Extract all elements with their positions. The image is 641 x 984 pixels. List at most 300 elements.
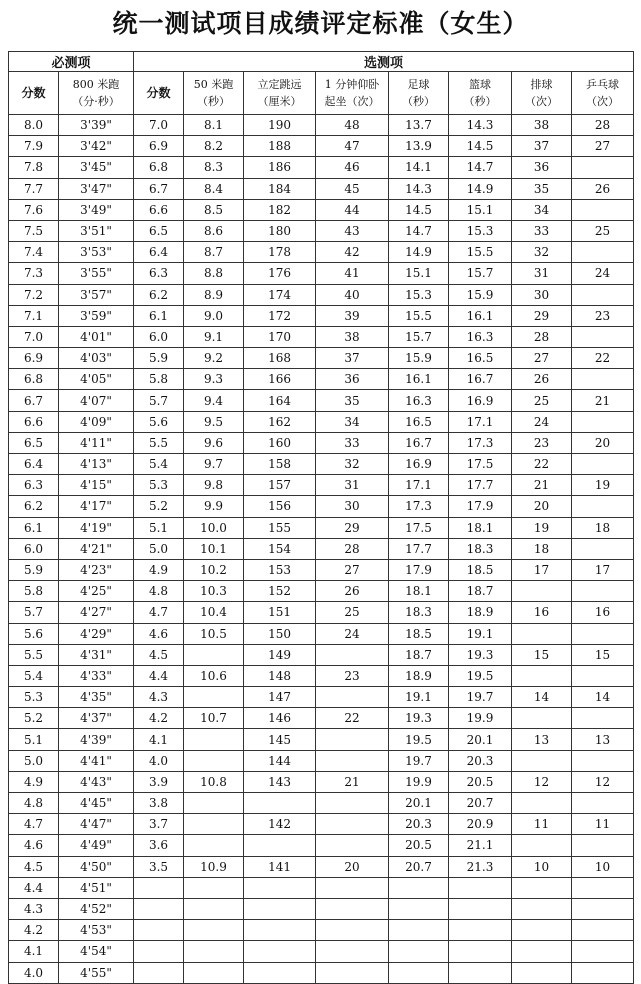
score-cell: 4.6 [9, 835, 59, 856]
score2-cell: 5.2 [134, 496, 184, 517]
pingpong-cell: 15 [572, 644, 634, 665]
score-cell: 5.0 [9, 750, 59, 771]
basketball-cell: 15.1 [449, 199, 512, 220]
run50-cell [184, 877, 244, 898]
run800-cell: 4'31" [59, 644, 134, 665]
run800-cell: 4'47" [59, 814, 134, 835]
score-cell: 6.4 [9, 454, 59, 475]
volleyball-cell [512, 665, 572, 686]
basketball-cell: 20.5 [449, 771, 512, 792]
run50-cell [184, 729, 244, 750]
table-row [9, 220, 634, 241]
football-cell: 19.7 [389, 750, 449, 771]
jump-cell: 170 [244, 326, 316, 347]
run800-cell: 3'49" [59, 199, 134, 220]
situp-cell: 43 [316, 220, 389, 241]
score2-cell: 5.9 [134, 348, 184, 369]
football-cell: 17.9 [389, 559, 449, 580]
football-cell: 18.9 [389, 665, 449, 686]
score2-cell [134, 877, 184, 898]
football-cell: 17.3 [389, 496, 449, 517]
volleyball-cell: 26 [512, 369, 572, 390]
pingpong-cell: 20 [572, 432, 634, 453]
jump-cell: 184 [244, 178, 316, 199]
table-row [9, 326, 634, 347]
football-cell: 19.9 [389, 771, 449, 792]
volleyball-cell: 36 [512, 157, 572, 178]
score2-cell [134, 941, 184, 962]
pingpong-cell: 14 [572, 687, 634, 708]
situp-cell: 29 [316, 517, 389, 538]
situp-cell: 33 [316, 432, 389, 453]
basketball-cell: 19.3 [449, 644, 512, 665]
football-cell: 14.7 [389, 220, 449, 241]
run800-cell: 3'39" [59, 115, 134, 136]
score-cell: 8.0 [9, 115, 59, 136]
basketball-cell: 18.9 [449, 602, 512, 623]
run50-cell [184, 835, 244, 856]
basketball-cell: 21.3 [449, 856, 512, 877]
jump-cell: 190 [244, 115, 316, 136]
score2-cell: 4.5 [134, 644, 184, 665]
score-cell: 6.0 [9, 538, 59, 559]
score-cell: 7.4 [9, 242, 59, 263]
pingpong-header: 乒乓球 （次） [572, 72, 634, 115]
run50-cell: 8.3 [184, 157, 244, 178]
pingpong-cell: 13 [572, 729, 634, 750]
volleyball-cell: 27 [512, 348, 572, 369]
table-row [9, 729, 634, 750]
table-row [9, 665, 634, 686]
score-cell: 7.7 [9, 178, 59, 199]
required-section-label: 必测项 [9, 52, 134, 72]
score-cell: 5.2 [9, 708, 59, 729]
situp-cell: 46 [316, 157, 389, 178]
score-cell: 5.4 [9, 665, 59, 686]
volleyball-cell: 30 [512, 284, 572, 305]
basketball-cell: 16.3 [449, 326, 512, 347]
football-cell: 13.7 [389, 115, 449, 136]
table-row [9, 856, 634, 877]
pingpong-cell: 23 [572, 305, 634, 326]
football-cell: 18.3 [389, 602, 449, 623]
football-cell: 18.7 [389, 644, 449, 665]
run50-cell: 10.3 [184, 581, 244, 602]
football-cell: 17.7 [389, 538, 449, 559]
jump-cell: 157 [244, 475, 316, 496]
run50-cell: 9.8 [184, 475, 244, 496]
score2-cell: 5.8 [134, 369, 184, 390]
table-body [9, 115, 634, 984]
table-row [9, 242, 634, 263]
run800-cell: 4'17" [59, 496, 134, 517]
football-cell: 17.1 [389, 475, 449, 496]
football-cell: 14.9 [389, 242, 449, 263]
score2-cell: 5.6 [134, 411, 184, 432]
jump-cell: 141 [244, 856, 316, 877]
table-row [9, 581, 634, 602]
standards-table [8, 51, 634, 984]
pingpong-cell [572, 242, 634, 263]
basketball-cell: 18.1 [449, 517, 512, 538]
football-cell: 14.3 [389, 178, 449, 199]
basketball-cell: 16.5 [449, 348, 512, 369]
run50-cell [184, 962, 244, 983]
basketball-cell [449, 941, 512, 962]
run800-cell: 4'53" [59, 920, 134, 941]
volleyball-cell: 25 [512, 390, 572, 411]
table-row [9, 157, 634, 178]
jump-cell: 158 [244, 454, 316, 475]
table-row [9, 538, 634, 559]
run800-cell: 4'05" [59, 369, 134, 390]
run800-cell: 4'07" [59, 390, 134, 411]
football-cell: 18.5 [389, 623, 449, 644]
basketball-cell: 20.9 [449, 814, 512, 835]
run50-cell [184, 941, 244, 962]
score-cell: 5.3 [9, 687, 59, 708]
volleyball-cell: 20 [512, 496, 572, 517]
basketball-cell: 21.1 [449, 835, 512, 856]
score-cell: 5.8 [9, 581, 59, 602]
pingpong-cell [572, 941, 634, 962]
situp-cell: 28 [316, 538, 389, 559]
run50-cell: 9.4 [184, 390, 244, 411]
run800-cell: 4'55" [59, 962, 134, 983]
score2-cell: 6.1 [134, 305, 184, 326]
run50-cell: 10.6 [184, 665, 244, 686]
run800-cell: 3'47" [59, 178, 134, 199]
football-cell [389, 920, 449, 941]
jump-cell: 152 [244, 581, 316, 602]
run800-cell: 4'52" [59, 898, 134, 919]
volleyball-cell: 22 [512, 454, 572, 475]
football-cell: 20.3 [389, 814, 449, 835]
column-header-row [9, 72, 634, 115]
pingpong-cell [572, 496, 634, 517]
run800-cell: 4'35" [59, 687, 134, 708]
volleyball-header: 排球 （次） [512, 72, 572, 115]
situp-cell: 27 [316, 559, 389, 580]
table-row [9, 750, 634, 771]
basketball-cell: 19.7 [449, 687, 512, 708]
score2-cell: 6.9 [134, 136, 184, 157]
volleyball-cell: 32 [512, 242, 572, 263]
score2-cell [134, 962, 184, 983]
run800-cell: 4'45" [59, 793, 134, 814]
score2-cell: 5.3 [134, 475, 184, 496]
pingpong-cell [572, 454, 634, 475]
pingpong-cell [572, 708, 634, 729]
volleyball-cell [512, 835, 572, 856]
football-header: 足球 （秒） [389, 72, 449, 115]
volleyball-cell: 34 [512, 199, 572, 220]
situp-cell [316, 920, 389, 941]
run800-cell: 3'59" [59, 305, 134, 326]
volleyball-cell: 18 [512, 538, 572, 559]
jump-cell: 176 [244, 263, 316, 284]
run50-cell: 10.8 [184, 771, 244, 792]
pingpong-cell [572, 284, 634, 305]
situp-cell [316, 729, 389, 750]
table-row [9, 793, 634, 814]
volleyball-cell: 12 [512, 771, 572, 792]
situp-cell: 35 [316, 390, 389, 411]
situp-cell [316, 644, 389, 665]
jump-cell: 166 [244, 369, 316, 390]
basketball-cell: 17.5 [449, 454, 512, 475]
run800-cell: 4'50" [59, 856, 134, 877]
run50-cell: 10.4 [184, 602, 244, 623]
score2-cell: 5.1 [134, 517, 184, 538]
volleyball-cell: 35 [512, 178, 572, 199]
pingpong-cell [572, 157, 634, 178]
score2-cell: 4.7 [134, 602, 184, 623]
score2-cell [134, 920, 184, 941]
pingpong-cell: 11 [572, 814, 634, 835]
football-cell: 19.5 [389, 729, 449, 750]
score-cell: 4.8 [9, 793, 59, 814]
run50-cell [184, 898, 244, 919]
score2-cell: 4.6 [134, 623, 184, 644]
situp-cell: 38 [316, 326, 389, 347]
volleyball-cell [512, 581, 572, 602]
score2-cell: 5.4 [134, 454, 184, 475]
score2-cell: 5.5 [134, 432, 184, 453]
run800-cell: 4'39" [59, 729, 134, 750]
basketball-cell: 14.9 [449, 178, 512, 199]
table-row [9, 962, 634, 983]
jump-cell: 156 [244, 496, 316, 517]
volleyball-cell: 28 [512, 326, 572, 347]
volleyball-cell [512, 941, 572, 962]
table-row [9, 920, 634, 941]
situp-cell: 36 [316, 369, 389, 390]
volleyball-cell [512, 623, 572, 644]
situp-cell: 32 [316, 454, 389, 475]
run50-cell: 10.7 [184, 708, 244, 729]
table-row [9, 115, 634, 136]
run50-cell: 8.5 [184, 199, 244, 220]
pingpong-cell [572, 199, 634, 220]
situp-cell: 31 [316, 475, 389, 496]
pingpong-cell: 19 [572, 475, 634, 496]
basketball-cell: 17.3 [449, 432, 512, 453]
score2-cell [134, 898, 184, 919]
run800-cell: 4'21" [59, 538, 134, 559]
situp-cell [316, 814, 389, 835]
volleyball-cell [512, 708, 572, 729]
run50-cell: 8.9 [184, 284, 244, 305]
football-cell [389, 877, 449, 898]
run50-cell: 9.2 [184, 348, 244, 369]
football-cell [389, 941, 449, 962]
jump-cell: 154 [244, 538, 316, 559]
score2-cell: 6.4 [134, 242, 184, 263]
score-cell: 4.0 [9, 962, 59, 983]
pingpong-cell: 16 [572, 602, 634, 623]
situp-cell: 45 [316, 178, 389, 199]
pingpong-cell [572, 750, 634, 771]
jump-cell: 188 [244, 136, 316, 157]
score-cell: 4.9 [9, 771, 59, 792]
jump-cell [244, 835, 316, 856]
football-cell: 14.1 [389, 157, 449, 178]
score-cell: 6.7 [9, 390, 59, 411]
basketball-cell: 14.5 [449, 136, 512, 157]
run800-cell: 4'33" [59, 665, 134, 686]
volleyball-cell: 37 [512, 136, 572, 157]
run800-cell: 3'55" [59, 263, 134, 284]
table-row [9, 263, 634, 284]
situp-cell: 41 [316, 263, 389, 284]
score2-cell: 5.0 [134, 538, 184, 559]
score2-cell: 6.6 [134, 199, 184, 220]
volleyball-cell: 11 [512, 814, 572, 835]
situp-cell [316, 835, 389, 856]
score2-cell: 3.9 [134, 771, 184, 792]
basketball-cell: 14.3 [449, 115, 512, 136]
score-cell: 5.5 [9, 644, 59, 665]
run50-cell: 10.0 [184, 517, 244, 538]
pingpong-cell: 21 [572, 390, 634, 411]
basketball-cell: 19.1 [449, 623, 512, 644]
run50-cell: 10.9 [184, 856, 244, 877]
jump-cell: 182 [244, 199, 316, 220]
football-cell [389, 898, 449, 919]
score-cell: 6.3 [9, 475, 59, 496]
run50-cell [184, 687, 244, 708]
situp-cell: 34 [316, 411, 389, 432]
run50-cell: 9.5 [184, 411, 244, 432]
table-row [9, 835, 634, 856]
score-cell: 7.3 [9, 263, 59, 284]
volleyball-cell: 33 [512, 220, 572, 241]
volleyball-cell: 16 [512, 602, 572, 623]
run800-cell: 4'13" [59, 454, 134, 475]
pingpong-cell [572, 665, 634, 686]
football-cell: 20.5 [389, 835, 449, 856]
situp-cell: 30 [316, 496, 389, 517]
score-header: 分数 [9, 72, 59, 115]
jump-cell: 153 [244, 559, 316, 580]
situp-cell [316, 877, 389, 898]
football-cell: 15.1 [389, 263, 449, 284]
run800-cell: 4'43" [59, 771, 134, 792]
score-cell: 4.1 [9, 941, 59, 962]
basketball-cell: 16.9 [449, 390, 512, 411]
pingpong-cell [572, 369, 634, 390]
run800-cell: 4'27" [59, 602, 134, 623]
volleyball-cell [512, 920, 572, 941]
table-row [9, 602, 634, 623]
run50-cell: 10.2 [184, 559, 244, 580]
football-cell: 14.5 [389, 199, 449, 220]
volleyball-cell: 29 [512, 305, 572, 326]
table-row [9, 559, 634, 580]
table-row [9, 644, 634, 665]
jump-cell: 162 [244, 411, 316, 432]
pingpong-cell [572, 326, 634, 347]
situp-cell [316, 941, 389, 962]
football-cell: 15.7 [389, 326, 449, 347]
run800-cell: 3'45" [59, 157, 134, 178]
pingpong-cell: 17 [572, 559, 634, 580]
score2-cell: 4.0 [134, 750, 184, 771]
jump-cell: 145 [244, 729, 316, 750]
situp-cell [316, 687, 389, 708]
basketball-cell: 20.7 [449, 793, 512, 814]
run50-cell: 9.9 [184, 496, 244, 517]
basketball-cell: 16.7 [449, 369, 512, 390]
score-cell: 5.9 [9, 559, 59, 580]
run50-cell: 10.5 [184, 623, 244, 644]
basketball-cell: 14.7 [449, 157, 512, 178]
run800-cell: 4'11" [59, 432, 134, 453]
jump-cell: 174 [244, 284, 316, 305]
situp-cell: 47 [316, 136, 389, 157]
run800-cell: 4'51" [59, 877, 134, 898]
situp-cell: 21 [316, 771, 389, 792]
volleyball-cell: 19 [512, 517, 572, 538]
volleyball-cell: 10 [512, 856, 572, 877]
situp-cell: 25 [316, 602, 389, 623]
table-row [9, 199, 634, 220]
run50-cell: 8.2 [184, 136, 244, 157]
table-row [9, 305, 634, 326]
football-cell: 15.5 [389, 305, 449, 326]
table-row [9, 432, 634, 453]
score-cell: 7.0 [9, 326, 59, 347]
situp-cell: 39 [316, 305, 389, 326]
jump-cell: 168 [244, 348, 316, 369]
table-row [9, 771, 634, 792]
score2-cell: 6.8 [134, 157, 184, 178]
table-row [9, 687, 634, 708]
volleyball-cell: 23 [512, 432, 572, 453]
run50-cell [184, 793, 244, 814]
football-cell: 16.5 [389, 411, 449, 432]
score-cell: 6.8 [9, 369, 59, 390]
run50-cell: 9.1 [184, 326, 244, 347]
pingpong-cell [572, 538, 634, 559]
jump-cell: 147 [244, 687, 316, 708]
pingpong-cell [572, 920, 634, 941]
score2-header: 分数 [134, 72, 184, 115]
table-row [9, 708, 634, 729]
score-cell: 5.6 [9, 623, 59, 644]
run800-cell: 4'23" [59, 559, 134, 580]
pingpong-cell: 22 [572, 348, 634, 369]
table-row [9, 136, 634, 157]
table-row [9, 475, 634, 496]
score-cell: 7.6 [9, 199, 59, 220]
basketball-cell: 20.1 [449, 729, 512, 750]
run800-cell: 3'42" [59, 136, 134, 157]
jump-cell: 160 [244, 432, 316, 453]
volleyball-cell: 31 [512, 263, 572, 284]
score-cell: 4.5 [9, 856, 59, 877]
volleyball-cell [512, 877, 572, 898]
situp-cell: 48 [316, 115, 389, 136]
score-cell: 4.7 [9, 814, 59, 835]
basketball-cell: 15.3 [449, 220, 512, 241]
score2-cell: 5.7 [134, 390, 184, 411]
score2-cell: 3.7 [134, 814, 184, 835]
pingpong-cell: 27 [572, 136, 634, 157]
page-title: 统一测试项目成绩评定标准（女生） [112, 9, 529, 38]
table-row [9, 369, 634, 390]
